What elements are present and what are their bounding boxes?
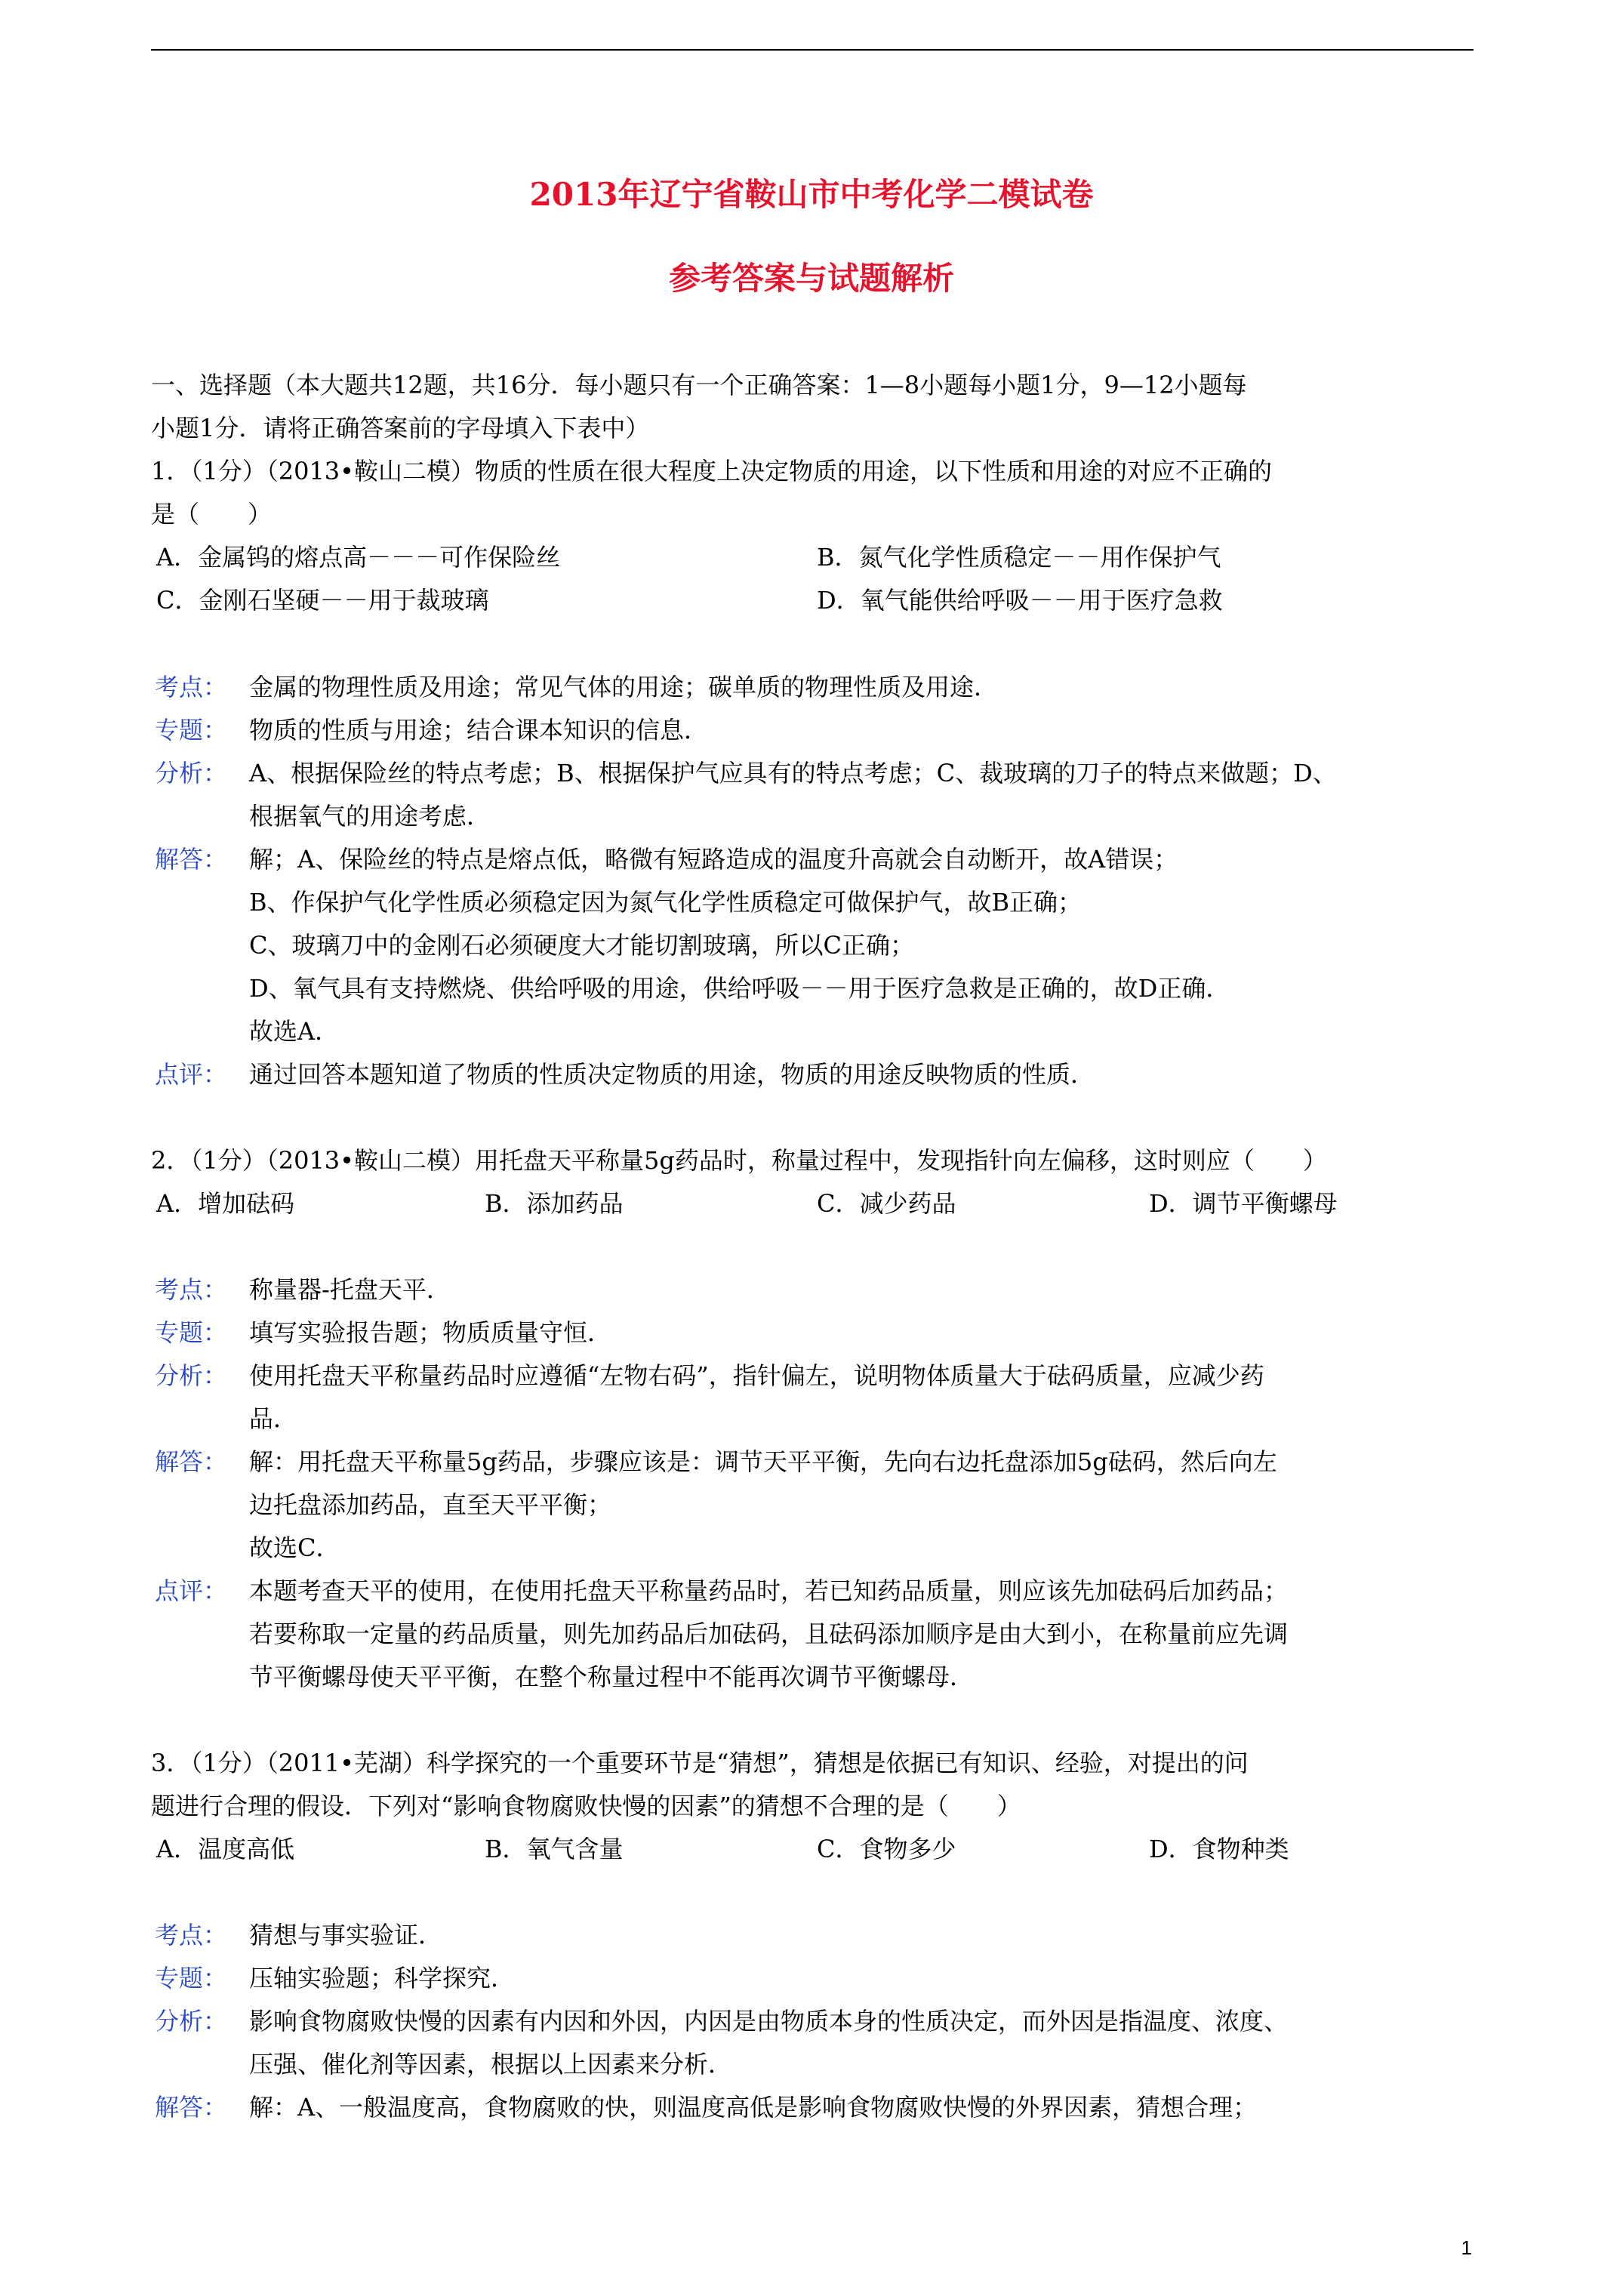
q2-kaodian-text: 称量器-托盘天平．	[249, 1275, 451, 1304]
q1-jieda-line-1: 解；A、保险丝的特点是熔点低，略微有短路造成的温度升高就会自动断开，故A错误；	[249, 845, 1178, 874]
q2-option-b: B．添加药品	[485, 1189, 624, 1218]
q2-jieda-label: 解答：	[155, 1447, 228, 1476]
q3-zhuanti-label: 专题：	[155, 1964, 228, 1992]
q2-jieda-line-1: 解：用托盘天平称量5g药品，步骤应该是：调节天平平衡，先向右边托盘添加5g砝码，然后向左	[249, 1447, 1277, 1476]
q3-kaodian-text: 猜想与事实验证．	[249, 1921, 443, 1949]
q3-stem-line-2: 题进行合理的假设．下列对“影响食物腐败快慢的因素”的猜想不合理的是（ ）	[151, 1792, 1021, 1820]
q1-dianping-label: 点评：	[155, 1060, 228, 1089]
q1-jieda-line-4: D、氧气具有支持燃烧、供给呼吸的用途，供给呼吸－－用于医疗急救是正确的，故D正确．	[249, 974, 1230, 1003]
page-number: 1	[1461, 2236, 1472, 2259]
q2-option-d: D．调节平衡螺母	[1149, 1189, 1338, 1218]
q1-jieda-line-5: 故选A．	[249, 1017, 340, 1046]
q3-zhuanti-text: 压轴实验题；科学探究．	[249, 1964, 516, 1992]
q2-stem: 2．（1分）（2013•鞍山二模）用托盘天平称量5g药品时，称量过程中，发现指针向左偏移，这时则应（ ）	[151, 1146, 1327, 1175]
q2-dianping-line-2: 若要称取一定量的药品质量，则先加药品后加砝码，且砝码添加顺序是由大到小，在称量前应先调	[249, 1620, 1289, 1648]
q1-fenxi-line-1: A、根据保险丝的特点考虑；B、根据保护气应具有的特点考虑；C、裁玻璃的刀子的特点来做题；D、	[249, 759, 1337, 787]
q1-fenxi-line-2: 根据氧气的用途考虑．	[249, 802, 491, 831]
q1-kaodian-label: 考点：	[155, 673, 228, 701]
q2-zhuanti-label: 专题：	[155, 1318, 228, 1347]
q1-option-b: B．氮气化学性质稳定－－用作保护气	[817, 543, 1221, 572]
page-subtitle: 参考答案与试题解析	[668, 260, 954, 297]
q2-zhuanti-text: 填写实验报告题；物质质量守恒．	[249, 1318, 612, 1347]
q2-fenxi-line-2: 品．	[249, 1404, 298, 1433]
q3-option-d: D．食物种类	[1149, 1835, 1289, 1863]
q3-fenxi-label: 分析：	[155, 2007, 228, 2036]
header-rule	[151, 49, 1474, 51]
q1-option-d: D．氧气能供给呼吸－－用于医疗急救	[817, 586, 1223, 615]
q1-zhuanti-label: 专题：	[155, 716, 228, 744]
q2-option-a: A．增加砝码	[156, 1189, 295, 1218]
q3-kaodian-label: 考点：	[155, 1921, 228, 1949]
q3-option-a: A．温度高低	[156, 1835, 295, 1863]
q2-jieda-line-2: 边托盘添加药品，直至天平平衡；	[249, 1490, 612, 1519]
q3-stem-line-1: 3．（1分）（2011•芜湖）科学探究的一个重要环节是“猜想”，猜想是依据已有知识、经验，对提出的问	[151, 1749, 1249, 1777]
q2-fenxi-label: 分析：	[155, 1361, 228, 1390]
q2-kaodian-label: 考点：	[155, 1275, 228, 1304]
q2-dianping-label: 点评：	[155, 1576, 228, 1605]
q2-fenxi-line-1: 使用托盘天平称量药品时应遵循“左物右码”，指针偏左，说明物体质量大于砝码质量，应减少药	[249, 1361, 1264, 1390]
q2-jieda-line-3: 故选C．	[249, 1533, 340, 1562]
q3-jieda-label: 解答：	[155, 2093, 228, 2122]
q1-option-a: A．金属钨的熔点高－－－可作保险丝	[156, 543, 561, 572]
q1-kaodian-text: 金属的物理性质及用途；常见气体的用途；碳单质的物理性质及用途．	[249, 673, 999, 701]
page-title: 2013年辽宁省鞍山市中考化学二模试卷	[529, 176, 1094, 213]
q1-stem-line-2: 是（ ）	[151, 500, 273, 529]
q3-option-c: C．食物多少	[817, 1835, 956, 1863]
section-heading-line-1: 一、选择题（本大题共12题，共16分．每小题只有一个正确答案：1—8小题每小题1分，9—12小题每	[151, 371, 1247, 399]
q3-fenxi-line-1: 影响食物腐败快慢的因素有内因和外因，内因是由物质本身的性质决定，而外因是指温度、浓度、	[249, 2007, 1289, 2036]
q3-fenxi-line-2: 压强、催化剂等因素，根据以上因素来分析．	[249, 2050, 733, 2079]
q1-fenxi-label: 分析：	[155, 759, 228, 787]
section-heading-line-2: 小题1分．请将正确答案前的字母填入下表中）	[151, 414, 650, 442]
q2-option-c: C．减少药品	[817, 1189, 956, 1218]
q1-jieda-label: 解答：	[155, 845, 228, 874]
q1-jieda-line-2: B、作保护气化学性质必须稳定因为氮气化学性质稳定可做保护气，故B正确；	[249, 888, 1083, 917]
q2-dianping-line-3: 节平衡螺母使天平平衡，在整个称量过程中不能再次调节平衡螺母．	[249, 1663, 975, 1691]
q1-zhuanti-text: 物质的性质与用途；结合课本知识的信息．	[249, 716, 709, 744]
q1-dianping-text: 通过回答本题知道了物质的性质决定物质的用途，物质的用途反映物质的性质．	[249, 1060, 1095, 1089]
q1-option-c: C．金刚石坚硬－－用于裁玻璃	[156, 586, 489, 615]
q3-jieda-line-1: 解：A、一般温度高，食物腐败的快，则温度高低是影响食物腐败快慢的外界因素，猜想合理；	[249, 2093, 1258, 2122]
q1-jieda-line-3: C、玻璃刀中的金刚石必须硬度大才能切割玻璃，所以C正确；	[249, 931, 914, 960]
q1-stem-line-1: 1．（1分）（2013•鞍山二模）物质的性质在很大程度上决定物质的用途，以下性质和用途的对应不正确的	[151, 457, 1273, 485]
q3-option-b: B．氧气含量	[485, 1835, 624, 1863]
q2-dianping-line-1: 本题考查天平的使用，在使用托盘天平称量药品时，若已知药品质量，则应该先加砝码后加药品；	[249, 1576, 1289, 1605]
